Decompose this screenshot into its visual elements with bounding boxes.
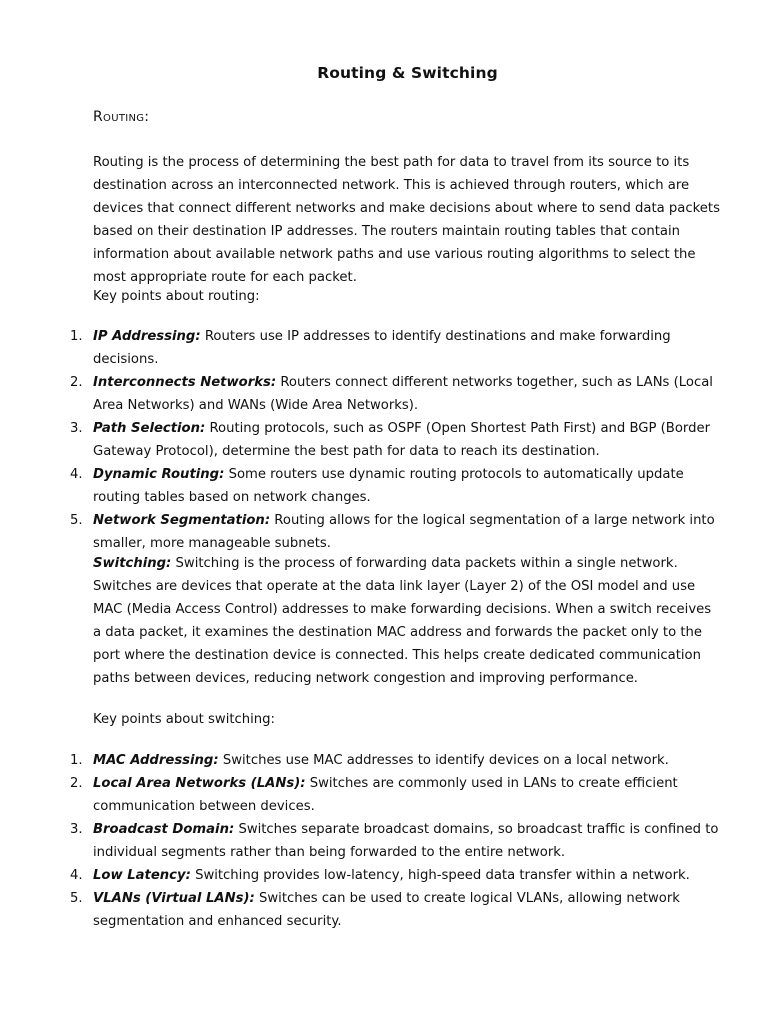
list-term: Interconnects Networks: — [93, 375, 277, 390]
switching-points-list — [64, 749, 724, 933]
routing-paragraph: Routing is the process of determining the best path for data to travel from its source to its destination across an interconnected network. This is achieved through routers, which are devices that connect different networks and make decisions about where to send data packets based on their destination IP addresses. The routers maintain routing tables that contain information about available network paths and use various routing algorithms to select the most appropriate route for each packet. — [93, 155, 720, 285]
list-item — [64, 864, 724, 887]
list-item — [64, 371, 724, 417]
list-text: Routers connect different networks together, such as LANs (Local Area Networks) and WANs (Wide Area Networks). — [93, 375, 713, 413]
list-number: 5. — [70, 513, 83, 528]
list-item — [64, 772, 724, 818]
list-number: 1. — [70, 329, 83, 344]
routing-heading: Routing: — [93, 109, 150, 125]
list-text: Routing allows for the logical segmentation of a large network into smaller, more manageable subnets. — [93, 513, 715, 551]
list-number: 3. — [70, 822, 83, 837]
list-term: Low Latency: — [93, 868, 191, 883]
list-term: IP Addressing: — [93, 329, 201, 344]
routing-key-points-label: Key points about routing: — [93, 289, 260, 304]
switching-term: Switching: — [93, 556, 172, 571]
list-term: Local Area Networks (LANs): — [93, 776, 306, 791]
list-item — [64, 509, 724, 555]
list-term: Dynamic Routing: — [93, 467, 225, 482]
switching-paragraph — [93, 552, 723, 690]
list-number: 3. — [70, 421, 83, 436]
list-text: Switches use MAC addresses to identify devices on a local network. — [218, 753, 669, 768]
list-term: Broadcast Domain: — [93, 822, 235, 837]
list-item — [64, 818, 724, 864]
list-text: Switches are commonly used in LANs to create efficient communication between devices. — [93, 776, 678, 814]
document-title: Routing & Switching — [317, 64, 498, 82]
routing-points-list — [64, 325, 724, 555]
list-item — [64, 749, 724, 772]
list-text: Routers use IP addresses to identify destinations and make forwarding decisions. — [93, 329, 671, 367]
list-item — [64, 887, 724, 933]
list-term: Network Segmentation: — [93, 513, 271, 528]
list-term: Path Selection: — [93, 421, 206, 436]
list-term: MAC Addressing: — [93, 753, 219, 768]
list-number: 4. — [70, 868, 83, 883]
list-term: VLANs (Virtual LANs): — [93, 891, 255, 906]
list-item — [64, 325, 724, 371]
switching-key-points-label: Key points about switching: — [93, 712, 275, 727]
list-number: 2. — [70, 776, 83, 791]
list-text: Routing protocols, such as OSPF (Open Shortest Path First) and BGP (Border Gateway Protocol), determine the best path for data to reach its destination. — [93, 421, 711, 459]
list-number: 2. — [70, 375, 83, 390]
list-number: 1. — [70, 753, 83, 768]
list-item — [64, 463, 724, 509]
list-item — [64, 417, 724, 463]
list-text: Switches separate broadcast domains, so broadcast traffic is confined to individual segments rather than being forwarded to the entire network. — [93, 822, 719, 860]
list-text: Some routers use dynamic routing protocols to automatically update routing tables based on network changes. — [93, 467, 684, 505]
list-number: 5. — [70, 891, 83, 906]
switching-text: Switching is the process of forwarding data packets within a single network. Switches are devices that operate at the data link layer (Layer 2) of the OSI model and use MAC (Media Access Control) addresses to make forwarding decisions. When a switch receives a data packet, it examines the destination MAC address and forwards the packet only to the port where the destination device is connected. This helps create dedicated communication paths between devices, reducing network congestion and improving performance. — [93, 556, 712, 686]
list-number: 4. — [70, 467, 83, 482]
list-text: Switches can be used to create logical VLANs, allowing network segmentation and enhanced security. — [93, 891, 680, 929]
list-text: Switching provides low-latency, high-speed data transfer within a network. — [190, 868, 690, 883]
